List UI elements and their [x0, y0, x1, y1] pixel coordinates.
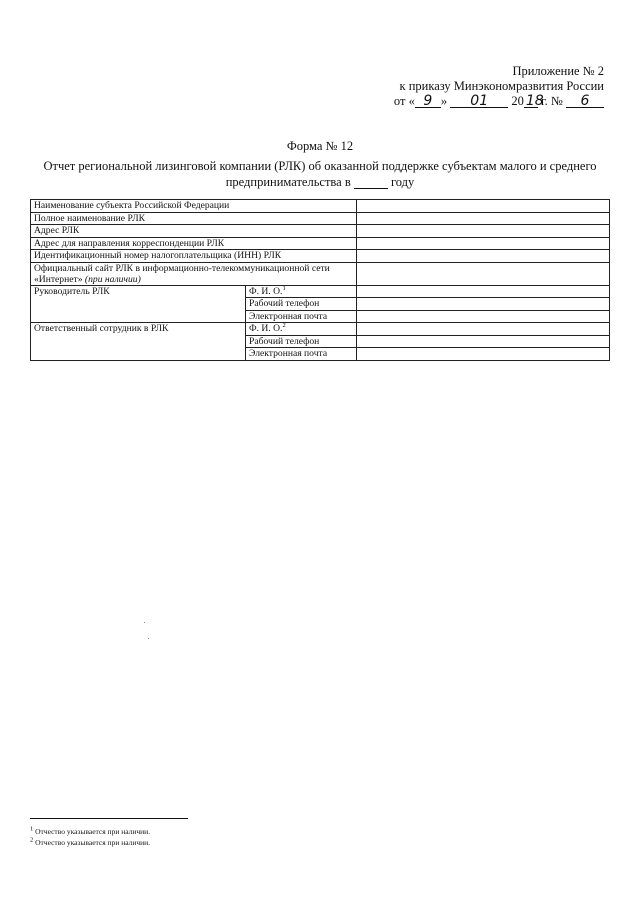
head-label: Руководитель РЛК: [31, 285, 246, 323]
report-title-prefix: предпринимательства в: [225, 175, 351, 189]
table-row: [31, 200, 610, 213]
mail-address-value[interactable]: [357, 237, 610, 250]
appendix-header: [374, 64, 604, 109]
footnote-1: [30, 826, 150, 837]
responsible-email-label: Электронная почта: [246, 348, 357, 361]
footnote-ref-2: 2: [282, 321, 286, 329]
responsible-phone-value[interactable]: [357, 335, 610, 348]
report-year-field[interactable]: [354, 176, 388, 189]
subject-value[interactable]: [357, 200, 610, 213]
date-prefix: от «: [393, 94, 415, 108]
head-email-label: Электронная почта: [246, 310, 357, 323]
table-row: [31, 225, 610, 238]
date-day-close: »: [440, 94, 448, 108]
report-title: [30, 158, 610, 190]
table-row: [31, 250, 610, 263]
order-number: 6: [580, 93, 590, 109]
date-day: 9: [423, 93, 433, 109]
appendix-date-line: [374, 94, 604, 109]
website-label-note: (при наличии): [84, 273, 141, 285]
scan-speck: [144, 622, 145, 623]
head-fio-value[interactable]: [357, 285, 610, 298]
appendix-order-ref: к приказу Минэкономразвития России: [399, 79, 604, 93]
address-label: Адрес РЛК: [31, 225, 357, 238]
report-title-suffix: году: [390, 175, 415, 189]
website-value[interactable]: [357, 262, 610, 285]
responsible-fio-label: [246, 323, 357, 336]
footnote-separator: [30, 818, 188, 819]
subject-label: Наименование субъекта Российской Федерации: [31, 200, 357, 213]
scan-speck: [148, 638, 149, 639]
report-title-line1: Отчет региональной лизинговой компании (РЛК) об оказанной поддержке субъектам малого и среднего: [43, 159, 597, 173]
footnotes: [30, 826, 150, 848]
footnote-2-mark: 2: [30, 836, 34, 844]
inn-value[interactable]: [357, 250, 610, 263]
form-number: Форма № 12: [286, 139, 354, 153]
head-email-value[interactable]: [357, 310, 610, 323]
head-fio-text: Ф. И. О.: [249, 285, 283, 297]
footnote-1-text: Отчество указывается при наличии.: [35, 827, 151, 836]
table-row: [31, 262, 610, 285]
year-suffix: 18: [525, 93, 544, 109]
order-number-field: [566, 95, 604, 108]
appendix-title: Приложение № 2: [512, 64, 604, 78]
inn-label: Идентификационный номер налогоплательщика (ИНН) РЛК: [31, 250, 357, 263]
website-label: [31, 262, 357, 285]
responsible-phone-label: Рабочий телефон: [246, 335, 357, 348]
website-label-text: Официальный сайт РЛК в информационно-телекоммуникационной сети «Интернет»: [34, 262, 330, 285]
responsible-label: Ответственный сотрудник в РЛК: [31, 323, 246, 361]
year-suffix-field: [524, 93, 544, 109]
date-month-field: [450, 95, 508, 108]
footnote-2-text: Отчество указывается при наличии.: [35, 838, 151, 847]
responsible-fio-value[interactable]: [357, 323, 610, 336]
table-row: [31, 237, 610, 250]
mail-address-label: Адрес для направления корреспонденции РЛК: [31, 237, 357, 250]
table-row: [31, 323, 610, 336]
year-prefix: 20: [511, 94, 524, 108]
table-row: [31, 212, 610, 225]
footnote-ref-1: 1: [282, 284, 286, 292]
head-phone-label: Рабочий телефон: [246, 298, 357, 311]
head-phone-value[interactable]: [357, 298, 610, 311]
footnote-1-mark: 1: [30, 825, 34, 833]
responsible-email-value[interactable]: [357, 348, 610, 361]
year-label: г. №: [540, 94, 563, 108]
footnote-2: [30, 837, 150, 848]
head-fio-label: [246, 285, 357, 298]
date-month: 01: [470, 93, 489, 109]
responsible-fio-text: Ф. И. О.: [249, 323, 283, 334]
address-value[interactable]: [357, 225, 610, 238]
date-day-field: [415, 95, 441, 108]
table-row: [31, 285, 610, 298]
full-name-value[interactable]: [357, 212, 610, 225]
full-name-label: Полное наименование РЛК: [31, 212, 357, 225]
report-title-line2: [30, 174, 610, 190]
info-table: [30, 199, 610, 361]
